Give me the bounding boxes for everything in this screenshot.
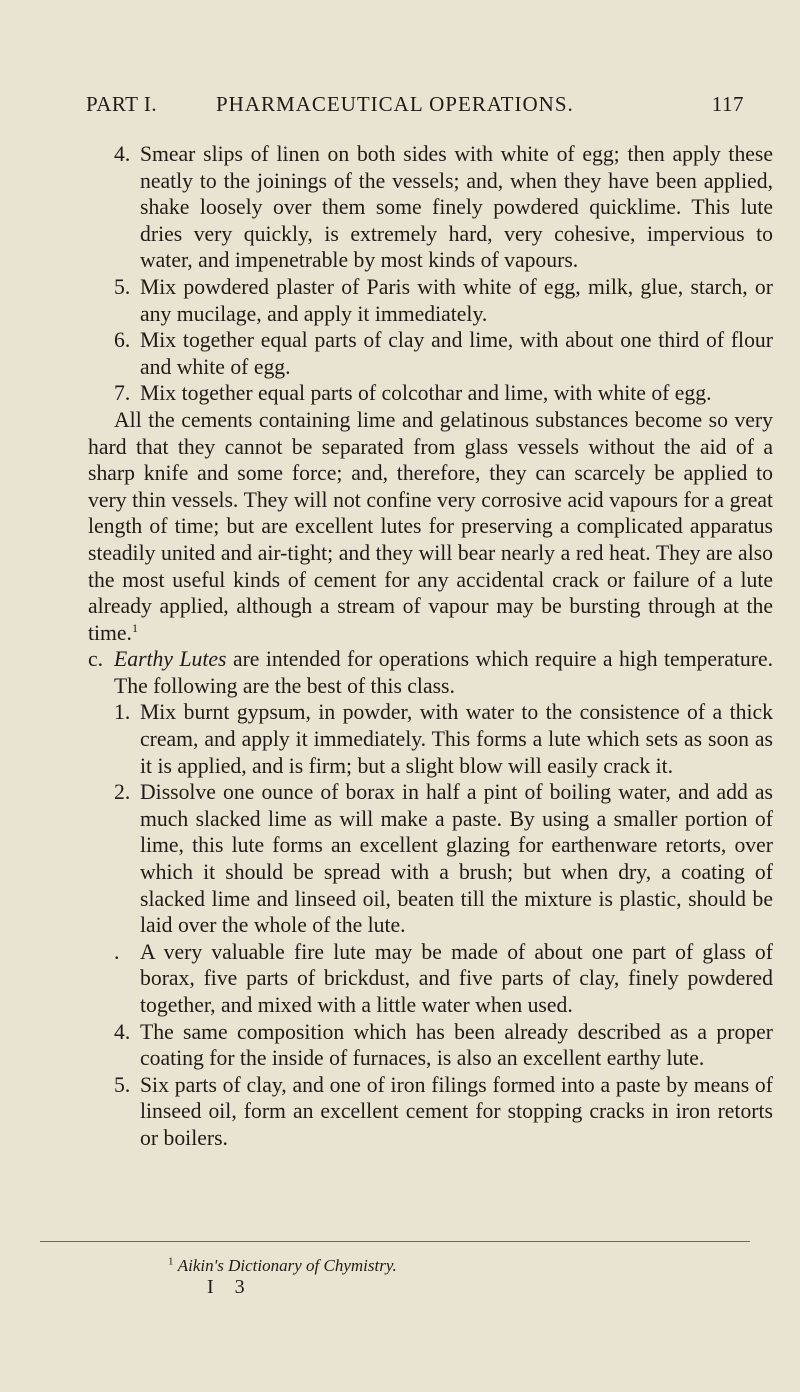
signature-mark: I 3 [207,1276,253,1298]
list-item: 4. Smear slips of linen on both sides with white of egg; then apply these neatly to the joinings of the vessels; and, when they have been applied, shake loosely over them some finely powdered quicklime. This lute dries very quickly, is extremely hard, very cohesive, impervious to water, and impenetrable by most kinds of vapours. [114,142,773,273]
footnote-divider [40,1241,750,1242]
footnote-mark: 1 [168,1255,174,1268]
footnote-reference: 1 [131,620,138,635]
part-label: PART I. [86,92,158,116]
page-number: 117 [711,92,744,116]
body-text [88,141,773,1152]
footnote [168,1255,397,1277]
list-item: . A very valuable fire lute may be made of about one part of glass of borax, five parts of brickdust, and five parts of clay, finely powdered together, and mixed with a little water when used. [114,939,773,1017]
list-item: 7. Mix together equal parts of colcothar and lime, with white of egg. [114,381,712,406]
list-item: 4. The same composition which has been already described as a proper coating for the inside of furnaces, is also an excellent earthy lute. [114,1019,773,1071]
running-title: PHARMACEUTICAL OPERATIONS. [216,92,574,116]
list-item: 5. Mix powdered plaster of Paris with white of egg, milk, glue, starch, or any mucilage, and apply it immediately. [114,274,773,326]
section-title: Earthy Lutes [114,647,227,672]
running-head [86,92,758,122]
list-item: 1. Mix burnt gypsum, in powder, with water to the consistence of a thick cream, and apply it immediately. This forms a lute which sets as soon as it is applied, and is firm; but a slight blow will easily crack it. [114,700,773,778]
list-item: 6. Mix together equal parts of clay and lime, with about one third of flour and white of egg. [114,328,773,379]
section-c-heading: c. Earthy Lutes are intended for operations which require a high temperature. The following are the best of this class. [88,647,773,698]
list-item: 2. Dissolve one ounce of borax in half a pint of boiling water, and add as much slacked lime as will make a paste. By using a smaller portion of lime, this lute forms an excellent glazing for earthenware retorts, over which it should be spread with a brush; but when dry, a coating of slacked lime and linseed oil, beaten till the mixture is plastic, should be laid over the whole of the lute. [114,780,773,938]
body-paragraph: All the cements containing lime and gelatinous substances become so very hard that they cannot be separated from glass vessels without the aid of a sharp knife and some force; and, therefore, they can scarcely be applied to very thin vessels. They will not confine very corrosive acid vapours for a great length of time; but are excellent lutes for preserving a complicated apparatus steadily united and air-tight; and they will bear nearly a red heat. They are also the most useful kinds of cement for any accidental crack or failure of a lute already applied, although a stream of vapour may be bursting through at the time.$^1$ [88,407,773,645]
footnote-text: Aikin's Dictionary of Chymistry. [177,1256,397,1275]
list-item: 5. Six parts of clay, and one of iron filings formed into a paste by means of linseed oil, form an excellent cement for stopping cracks in iron retorts or boilers. [114,1072,773,1150]
